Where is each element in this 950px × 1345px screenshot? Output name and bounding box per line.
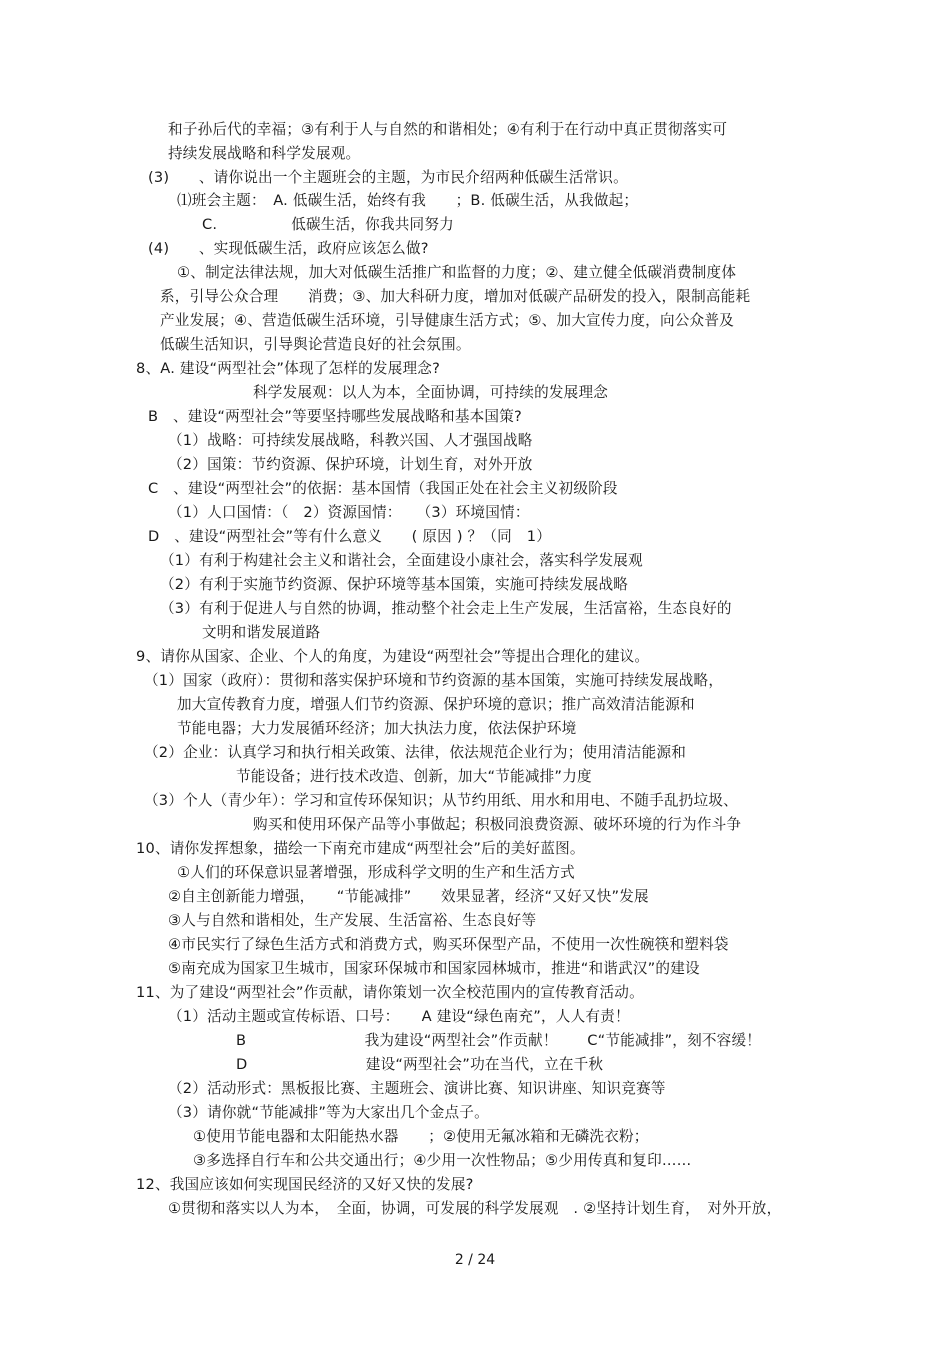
text-line: 加大宣传教育力度，增强人们节约资源、保护环境的意识；推广高效清洁能源和 <box>177 696 695 713</box>
page-number: 2 / 24 <box>454 1252 496 1268</box>
text-line: 和子孙后代的幸福；③有利于人与自然的和谐相处；④有利于在行动中真正贯彻落实可 <box>168 121 728 138</box>
text-line: ②自主创新能力增强， “节能减排” 效果显著，经济“又好又快”发展 <box>168 888 649 905</box>
text-line: （2）有利于实施节约资源、保护环境等基本国策，实施可持续发展战略 <box>160 576 629 593</box>
text-line: ③多选择自行车和公共交通出行；④少用一次性物品；⑤少用传真和复印…… <box>193 1152 692 1169</box>
text-line: ①贯彻和落实以人为本， 全面，协调，可发展的科学发展观 . ②坚持计划生育， 对外开放， <box>168 1200 782 1217</box>
text-line: (3) 、请你说出一个主题班会的主题，为市民介绍两种低碳生活常识。 <box>148 169 628 186</box>
text-line: （2）企业：认真学习和执行相关政策、法律，依法规范企业行为；使用清洁能源和 <box>144 744 687 761</box>
text-line: 低碳生活知识，引导舆论营造良好的社会氛围。 <box>160 336 471 353</box>
text-line: ③人与自然和谐相处，生产发展、生活富裕、生态良好等 <box>168 912 537 929</box>
text-line: 产业发展；④、营造低碳生活环境，引导健康生活方式；⑤、加大宣传力度，向公众普及 <box>160 312 734 329</box>
text-line: D 建设“两型社会”功在当代，立在千秋 <box>236 1056 604 1073</box>
text-line: 文明和谐发展道路 <box>202 624 321 641</box>
text-line: （3）请你就“节能减排”等为大家出几个金点子。 <box>168 1104 489 1121</box>
text-line: 11、为了建设“两型社会”作贡献，请你策划一次全校范围内的宣传教育活动。 <box>136 984 644 1001</box>
text-line: (4) 、实现低碳生活，政府应该怎么做? <box>148 240 429 257</box>
text-line: （2）国策：节约资源、保护环境，计划生育，对外开放 <box>168 456 533 473</box>
text-line: 系，引导公众合理 消费；③、加大科研力度，增加对低碳产品研发的投入，限制高能耗 <box>160 288 751 305</box>
text-line: （1）战略：可持续发展战略，科教兴国、人才强国战略 <box>168 432 533 449</box>
text-line: （3）个人（青少年）：学习和宣传环保知识；从节约用纸、用水和用电、不随手乱扔垃圾、 <box>144 792 738 809</box>
text-line: 10、请你发挥想象，描绘一下南充市建成“两型社会”后的美好蓝图。 <box>136 840 585 857</box>
text-line: B 我为建设“两型社会”作贡献！ C“节能减排”，刻不容缓！ <box>236 1032 762 1049</box>
text-line: （1）活动主题或宣传标语、口号： A 建设“绿色南充”，人人有责！ <box>168 1008 630 1025</box>
text-line: （1）人口国情：（ 2）资源国情： （3）环境国情： <box>168 504 530 521</box>
text-line: 购买和使用环保产品等小事做起；积极同浪费资源、破坏环境的行为作斗争 <box>253 816 742 833</box>
text-line: 8、A. 建设“两型社会”体现了怎样的发展理念? <box>136 360 441 377</box>
text-line: 持续发展战略和科学发展观。 <box>168 145 361 162</box>
text-line: B 、建设“两型社会”等要坚持哪些发展战略和基本国策? <box>148 408 522 425</box>
text-line: ⑤南充成为国家卫生城市，国家环保城市和国家园林城市，推进“和谐武汉”的建设 <box>168 960 700 977</box>
text-line: （1）国家（政府）：贯彻和落实保护环境和节约资源的基本国策，实施可持续发展战略， <box>144 672 724 689</box>
text-line: ①使用节能电器和太阳能热水器 ；②使用无氟冰箱和无磷洗衣粉； <box>193 1128 649 1145</box>
text-line: （2）活动形式：黑板报比赛、主题班会、演讲比赛、知识讲座、知识竞赛等 <box>168 1080 666 1097</box>
text-line: 科学发展观：以人为本，全面协调，可持续的发展理念 <box>253 384 609 401</box>
text-line: 9、请你从国家、企业、个人的角度，为建设“两型社会”等提出合理化的建议。 <box>136 648 650 665</box>
text-line: 节能设备；进行技术改造、创新，加大“节能减排”力度 <box>236 768 592 785</box>
text-line: 12、我国应该如何实现国民经济的又好又快的发展? <box>136 1176 474 1193</box>
text-line: （3）有利于促进人与自然的协调，推动整个社会走上生产发展，生活富裕，生态良好的 <box>160 600 732 617</box>
text-line: ④市民实行了绿色生活方式和消费方式，购买环保型产品，不使用一次性碗筷和塑料袋 <box>168 936 729 953</box>
text-line: ①人们的环保意识显著增强，形成科学文明的生产和生活方式 <box>177 864 575 881</box>
text-line: （1）有利于构建社会主义和谐社会，全面建设小康社会，落实科学发展观 <box>160 552 643 569</box>
text-line: C. 低碳生活，你我共同努力 <box>202 216 454 233</box>
text-line: D 、建设“两型社会”等有什么意义 ( 原因 ) ？（同 1） <box>148 528 552 545</box>
text-line: ⑴班会主题： A. 低碳生活，始终有我 ；B. 低碳生活，从我做起； <box>177 192 639 209</box>
text-line: ①、制定法律法规，加大对低碳生活推广和监督的力度；②、建立健全低碳消费制度体 <box>177 264 737 281</box>
text-line: 节能电器；大力发展循环经济；加大执法力度，依法保护环境 <box>177 720 577 737</box>
text-line: C 、建设“两型社会”的依据：基本国情（我国正处在社会主义初级阶段 <box>148 480 618 497</box>
